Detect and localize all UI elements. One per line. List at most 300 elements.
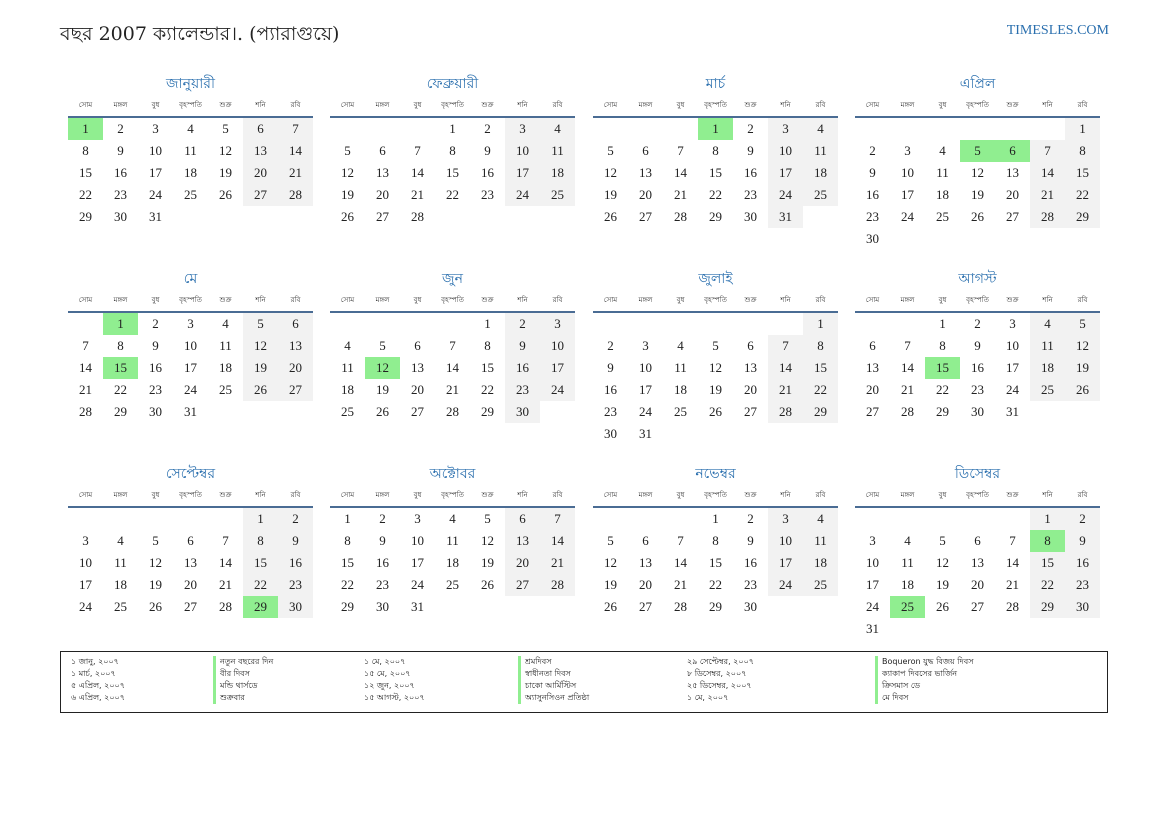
weekday-label: মঙ্গল (900, 491, 915, 499)
day-cell: 11 (341, 360, 354, 375)
day-cell: 29 (709, 599, 722, 614)
day-cell: 10 (411, 533, 424, 548)
weekday-label: শুক্র (744, 296, 757, 304)
empty-cell (995, 508, 1030, 530)
day-cell: 6 (642, 533, 649, 548)
day-cell: 29 (341, 599, 354, 614)
day-cell: 11 (114, 555, 127, 570)
day-cell: 14 (674, 555, 687, 570)
weekday-label: সোম (603, 296, 618, 304)
day-cell: 4 (1030, 313, 1065, 335)
day-cell: 16 (744, 165, 757, 180)
day-cell: 13 (278, 335, 313, 357)
day-cell: 27 (971, 599, 984, 614)
day-cell: 5 (607, 143, 614, 158)
day-cell: 2 (505, 313, 540, 335)
day-cell: 30 (376, 599, 389, 614)
day-cell: 7 (449, 338, 456, 353)
day-cell: 17 (505, 162, 540, 184)
day-cell: 1 (1030, 508, 1065, 530)
day-cell: 18 (184, 165, 197, 180)
weekday-label: রবি (815, 101, 826, 109)
day-cell: 7 (768, 335, 803, 357)
holiday-name: মন্ডি থার্সডে (220, 681, 258, 690)
day-cell: 7 (677, 533, 684, 548)
weekday-label: শুক্র (481, 491, 494, 499)
day-cell: 16 (481, 165, 494, 180)
weekday-label: রবি (290, 491, 301, 499)
day-cell: 30 (604, 426, 617, 441)
day-cell: 12 (971, 165, 984, 180)
weekday-header (593, 94, 838, 118)
empty-cell (960, 118, 995, 140)
day-cell: 2 (974, 316, 981, 331)
month-name: মার্চ (705, 76, 726, 92)
day-cell: 13 (376, 165, 389, 180)
holiday-name: ক্রিসমাস ডে (882, 681, 920, 690)
day-cell: 12 (149, 555, 162, 570)
weekday-label: সোম (340, 491, 355, 499)
weekday-label: শুক্র (1006, 101, 1019, 109)
day-cell: 8 (243, 530, 278, 552)
weekday-label: রবি (815, 296, 826, 304)
day-cell: 21 (1006, 577, 1019, 592)
weekday-label: মঙ্গল (900, 101, 915, 109)
day-cell: 4 (677, 338, 684, 353)
day-cell: 15 (103, 357, 138, 379)
day-cell: 29 (709, 209, 722, 224)
day-cell: 21 (901, 382, 914, 397)
day-cell: 28 (411, 209, 424, 224)
day-cell: 17 (866, 577, 879, 592)
day-cell: 14 (411, 165, 424, 180)
weekday-label: সোম (865, 491, 880, 499)
days-grid (855, 508, 1100, 640)
day-cell: 23 (866, 209, 879, 224)
day-cell: 4 (449, 511, 456, 526)
day-cell: 25 (341, 404, 354, 419)
day-cell: 3 (768, 118, 803, 140)
day-cell: 8 (117, 338, 124, 353)
holiday-names-col-2 (518, 656, 589, 704)
weekday-label: শুক্র (1006, 491, 1019, 499)
day-cell: 26 (709, 404, 722, 419)
days-grid (68, 313, 313, 423)
day-cell: 24 (1006, 382, 1019, 397)
day-cell: 16 (376, 555, 389, 570)
holiday-date: ১৫ মে, ২০০৭ (364, 669, 411, 678)
day-cell: 2 (117, 121, 124, 136)
weekday-label: সোম (603, 491, 618, 499)
day-cell: 27 (505, 574, 540, 596)
day-cell: 19 (481, 555, 494, 570)
day-cell: 8 (712, 533, 719, 548)
empty-cell (68, 508, 103, 530)
day-cell: 13 (639, 555, 652, 570)
day-cell: 2 (152, 316, 159, 331)
weekday-label: রবি (290, 296, 301, 304)
empty-cell (1030, 118, 1065, 140)
day-cell: 10 (149, 143, 162, 158)
day-cell: 28 (540, 574, 575, 596)
empty-cell (890, 118, 925, 140)
day-cell: 5 (243, 313, 278, 335)
weekday-label: বুধ (413, 491, 422, 499)
day-cell: 1 (344, 511, 351, 526)
day-cell: 21 (1030, 184, 1065, 206)
day-cell: 16 (866, 187, 879, 202)
day-cell: 15 (243, 552, 278, 574)
holiday-name: স্বাধীনতা দিবস (525, 669, 571, 678)
day-cell: 17 (768, 162, 803, 184)
day-cell: 24 (639, 404, 652, 419)
day-cell: 25 (219, 382, 232, 397)
day-cell: 9 (974, 338, 981, 353)
day-cell: 4 (939, 143, 946, 158)
empty-cell (925, 118, 960, 140)
day-cell: 7 (222, 533, 229, 548)
day-cell: 7 (1009, 533, 1016, 548)
day-cell: 29 (114, 404, 127, 419)
day-cell: 20 (505, 552, 540, 574)
empty-cell (995, 118, 1030, 140)
empty-cell (400, 118, 435, 140)
day-cell: 8 (712, 143, 719, 158)
day-cell: 5 (379, 338, 386, 353)
day-cell: 22 (481, 382, 494, 397)
day-cell: 24 (866, 599, 879, 614)
days-grid (855, 313, 1100, 423)
day-cell: 5 (152, 533, 159, 548)
weekday-label: শুক্র (219, 101, 232, 109)
day-cell: 17 (79, 577, 92, 592)
month-calendar (330, 74, 575, 228)
day-cell: 13 (639, 165, 652, 180)
weekday-label: মঙ্গল (638, 101, 653, 109)
day-cell: 4 (540, 118, 575, 140)
day-cell: 23 (744, 187, 757, 202)
day-cell: 10 (79, 555, 92, 570)
day-cell: 12 (341, 165, 354, 180)
month-calendar (855, 464, 1100, 640)
weekday-header (68, 289, 313, 313)
brand-link[interactable]: TIMESLES.COM (1006, 23, 1109, 38)
day-cell: 12 (604, 555, 617, 570)
month-calendar (593, 74, 838, 228)
day-cell: 24 (768, 184, 803, 206)
day-cell: 2 (379, 511, 386, 526)
day-cell: 2 (278, 508, 313, 530)
day-cell: 30 (866, 231, 879, 246)
weekday-label: শুক্র (744, 101, 757, 109)
weekday-label: শনি (780, 101, 791, 109)
empty-cell (663, 313, 698, 335)
day-cell: 9 (1065, 530, 1100, 552)
empty-cell (365, 313, 400, 335)
weekday-label: রবি (815, 491, 826, 499)
day-cell: 20 (744, 382, 757, 397)
day-cell: 6 (187, 533, 194, 548)
day-cell: 24 (184, 382, 197, 397)
empty-cell (138, 508, 173, 530)
holiday-dates-col-2 (364, 656, 425, 704)
holiday-name: শ্রমদিবস (525, 657, 552, 666)
days-grid (330, 313, 575, 423)
day-cell: 3 (505, 118, 540, 140)
day-cell: 6 (974, 533, 981, 548)
day-cell: 19 (1065, 357, 1100, 379)
empty-cell (435, 313, 470, 335)
day-cell: 13 (184, 555, 197, 570)
weekday-label: রবি (552, 296, 563, 304)
day-cell: 23 (1065, 574, 1100, 596)
day-cell: 3 (642, 338, 649, 353)
day-cell: 19 (149, 577, 162, 592)
day-cell: 11 (1030, 335, 1065, 357)
day-cell: 15 (709, 165, 722, 180)
day-cell: 23 (149, 382, 162, 397)
empty-cell (628, 508, 663, 530)
day-cell: 15 (79, 165, 92, 180)
month-calendar (593, 269, 838, 445)
weekday-label: শুক্র (481, 101, 494, 109)
day-cell: 11 (540, 140, 575, 162)
weekday-header (593, 484, 838, 508)
day-cell: 10 (639, 360, 652, 375)
day-cell: 11 (803, 530, 838, 552)
day-cell: 20 (243, 162, 278, 184)
day-cell: 26 (376, 404, 389, 419)
month-name: সেপ্টেম্বর (165, 466, 216, 482)
day-cell: 15 (925, 357, 960, 379)
day-cell: 20 (639, 187, 652, 202)
empty-cell (103, 508, 138, 530)
day-cell: 29 (803, 401, 838, 423)
empty-cell (628, 118, 663, 140)
day-cell: 21 (219, 577, 232, 592)
day-cell: 20 (639, 577, 652, 592)
day-cell: 4 (904, 533, 911, 548)
day-cell: 3 (1009, 316, 1016, 331)
weekday-label: রবি (1077, 101, 1088, 109)
weekday-label: সোম (78, 101, 93, 109)
day-cell: 17 (768, 552, 803, 574)
day-cell: 5 (1065, 313, 1100, 335)
day-cell: 13 (411, 360, 424, 375)
day-cell: 31 (149, 209, 162, 224)
month-name: আগস্ট (958, 271, 997, 287)
month-calendar (855, 269, 1100, 423)
day-cell: 20 (184, 577, 197, 592)
day-cell: 9 (747, 533, 754, 548)
empty-cell (593, 313, 628, 335)
empty-cell (593, 118, 628, 140)
holiday-dates-col-1 (71, 656, 125, 704)
days-grid (330, 118, 575, 228)
day-cell: 21 (411, 187, 424, 202)
holiday-date: ১৫ আগস্ট, ২০০৭ (364, 693, 425, 702)
day-cell: 23 (114, 187, 127, 202)
day-cell: 31 (1006, 404, 1019, 419)
weekday-label: সোম (603, 101, 618, 109)
day-cell: 14 (901, 360, 914, 375)
day-cell: 12 (481, 533, 494, 548)
day-cell: 6 (642, 143, 649, 158)
weekday-label: বুধ (413, 296, 422, 304)
weekday-label: সোম (78, 296, 93, 304)
day-cell: 28 (278, 184, 313, 206)
weekday-label: বৃহস্পতি (704, 296, 727, 304)
day-cell: 10 (768, 140, 803, 162)
day-cell: 17 (411, 555, 424, 570)
day-cell: 5 (960, 140, 995, 162)
day-cell: 18 (341, 382, 354, 397)
day-cell: 28 (219, 599, 232, 614)
day-cell: 21 (674, 577, 687, 592)
day-cell: 28 (901, 404, 914, 419)
day-cell: 26 (1065, 379, 1100, 401)
day-cell: 21 (540, 552, 575, 574)
day-cell: 19 (604, 577, 617, 592)
day-cell: 18 (114, 577, 127, 592)
day-cell: 5 (939, 533, 946, 548)
day-cell: 8 (939, 338, 946, 353)
month-calendar (593, 464, 838, 618)
day-cell: 9 (379, 533, 386, 548)
day-cell: 28 (79, 404, 92, 419)
day-cell: 15 (709, 555, 722, 570)
weekday-label: বুধ (676, 101, 685, 109)
day-cell: 3 (869, 533, 876, 548)
day-cell: 8 (484, 338, 491, 353)
holiday-date: ১২ জুন, ২০০৭ (364, 681, 415, 690)
day-cell: 20 (1006, 187, 1019, 202)
day-cell: 16 (278, 552, 313, 574)
weekday-label: বৃহস্পতি (441, 101, 464, 109)
day-cell: 26 (971, 209, 984, 224)
day-cell: 1 (243, 508, 278, 530)
day-cell: 19 (243, 357, 278, 379)
days-grid (593, 118, 838, 228)
day-cell: 11 (219, 338, 232, 353)
empty-cell (330, 313, 365, 335)
day-cell: 27 (411, 404, 424, 419)
day-cell: 22 (803, 379, 838, 401)
day-cell: 17 (901, 187, 914, 202)
day-cell: 18 (803, 162, 838, 184)
holiday-name: Boqueron যুদ্ধ বিজয় দিবস (882, 657, 974, 666)
day-cell: 25 (890, 596, 925, 618)
weekday-label: সোম (340, 101, 355, 109)
weekday-label: রবি (552, 101, 563, 109)
day-cell: 27 (278, 379, 313, 401)
day-cell: 25 (540, 184, 575, 206)
weekday-label: শনি (780, 296, 791, 304)
holiday-date: ১ মে, ২০০৭ (687, 693, 729, 702)
day-cell: 19 (936, 577, 949, 592)
day-cell: 30 (278, 596, 313, 618)
weekday-label: মঙ্গল (638, 491, 653, 499)
weekday-header (68, 484, 313, 508)
day-cell: 25 (446, 577, 459, 592)
month-name: ডিসেম্বর (954, 466, 1001, 482)
day-cell: 24 (411, 577, 424, 592)
day-cell: 6 (505, 508, 540, 530)
day-cell: 27 (1006, 209, 1019, 224)
day-cell: 23 (744, 577, 757, 592)
day-cell: 11 (803, 140, 838, 162)
day-cell: 21 (674, 187, 687, 202)
month-calendar (330, 269, 575, 423)
day-cell: 10 (1006, 338, 1019, 353)
month-name: নভেম্বর (695, 466, 736, 482)
day-cell: 30 (149, 404, 162, 419)
weekday-label: মঙ্গল (375, 101, 390, 109)
weekday-label: মঙ্গল (375, 296, 390, 304)
weekday-label: শনি (255, 101, 266, 109)
weekday-label: বৃহস্পতি (966, 296, 989, 304)
day-cell: 28 (1006, 599, 1019, 614)
holiday-dates-col-3 (687, 656, 754, 704)
weekday-label: শনি (517, 491, 528, 499)
day-cell: 16 (149, 360, 162, 375)
day-cell: 8 (449, 143, 456, 158)
holiday-name: চাকো আর্মিস্টিস (525, 681, 577, 690)
day-cell: 24 (149, 187, 162, 202)
holiday-name: অ্যাসুনসিওন প্রতিষ্ঠা (525, 693, 590, 702)
weekday-label: বৃহস্পতি (441, 491, 464, 499)
day-cell: 3 (540, 313, 575, 335)
day-cell: 6 (414, 338, 421, 353)
weekday-label: রবি (290, 101, 301, 109)
month-calendar (68, 74, 313, 228)
holiday-names-col-3 (875, 656, 973, 704)
day-cell: 23 (481, 187, 494, 202)
weekday-label: বৃহস্পতি (704, 101, 727, 109)
day-cell: 22 (114, 382, 127, 397)
day-cell: 15 (803, 357, 838, 379)
month-calendar (855, 74, 1100, 250)
day-cell: 2 (484, 121, 491, 136)
weekday-label: বুধ (938, 491, 947, 499)
weekday-label: মঙ্গল (113, 101, 128, 109)
weekday-label: বৃহস্পতি (704, 491, 727, 499)
day-cell: 7 (540, 508, 575, 530)
month-calendar (68, 464, 313, 618)
day-cell: 12 (936, 555, 949, 570)
day-cell: 14 (540, 530, 575, 552)
weekday-label: বুধ (676, 491, 685, 499)
weekday-label: বুধ (938, 296, 947, 304)
month-name: মে (183, 271, 198, 287)
holiday-name: ক্যাকাপ দিবসের ভার্জিন (882, 669, 958, 678)
day-cell: 23 (971, 382, 984, 397)
weekday-header (855, 289, 1100, 313)
day-cell: 14 (674, 165, 687, 180)
empty-cell (890, 313, 925, 335)
day-cell: 29 (481, 404, 494, 419)
month-name: জানুয়ারী (166, 76, 215, 92)
day-cell: 22 (936, 382, 949, 397)
day-cell: 7 (904, 338, 911, 353)
day-cell: 12 (604, 165, 617, 180)
day-cell: 18 (1030, 357, 1065, 379)
day-cell: 17 (184, 360, 197, 375)
empty-cell (365, 118, 400, 140)
day-cell: 6 (243, 118, 278, 140)
day-cell: 2 (869, 143, 876, 158)
day-cell: 3 (414, 511, 421, 526)
